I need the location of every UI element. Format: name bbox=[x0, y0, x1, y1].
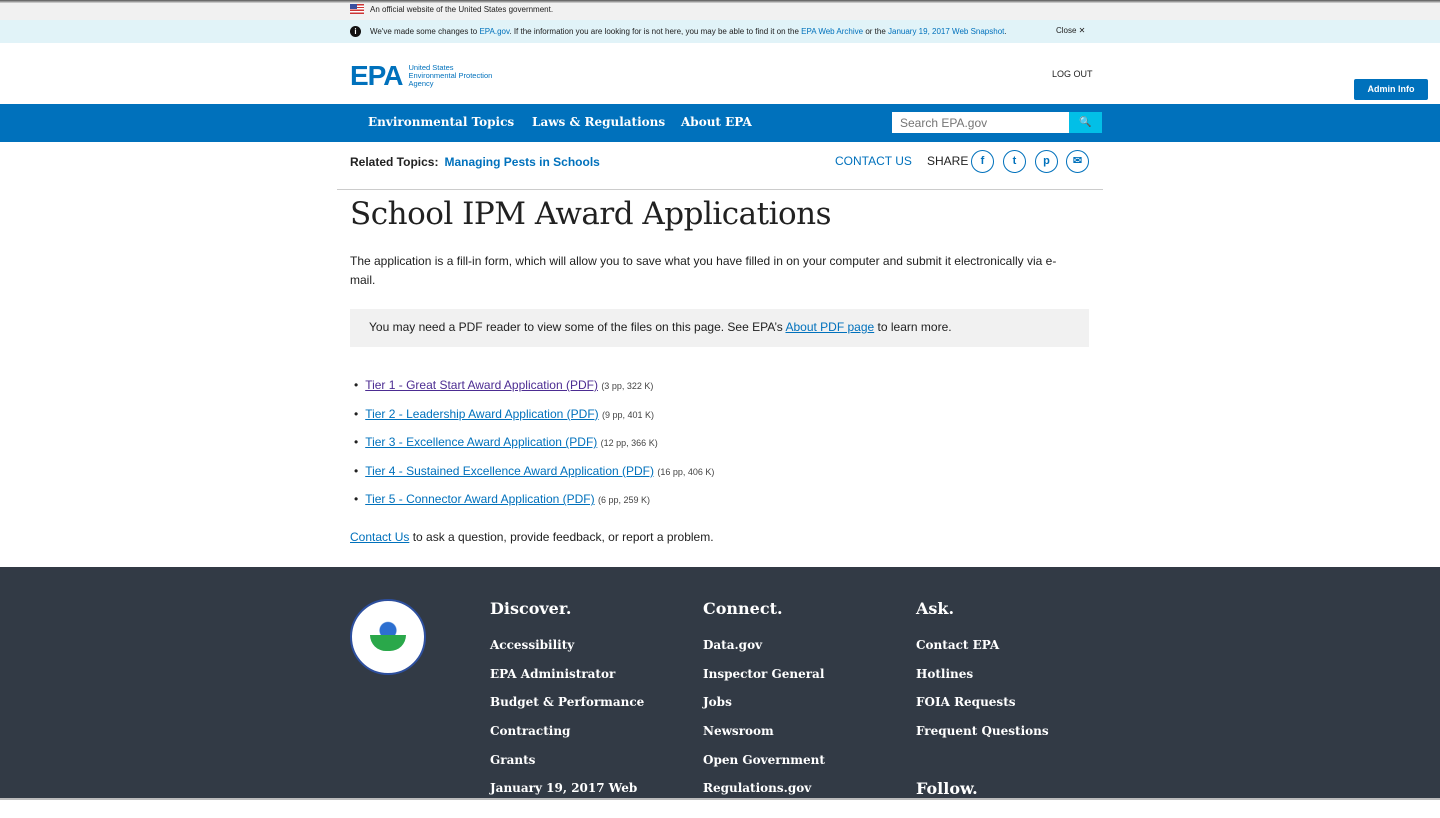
epa-logo-mark: EPA bbox=[350, 60, 403, 91]
admin-info-button[interactable]: Admin Info bbox=[1354, 79, 1428, 100]
footer-heading: Follow. bbox=[916, 778, 978, 798]
list-item: • Tier 5 - Connector Award Application (PDF) (6 pp, 259 K) bbox=[354, 492, 714, 521]
email-icon[interactable]: ✉ bbox=[1066, 150, 1089, 173]
footer-link[interactable]: Regulations.gov bbox=[703, 781, 812, 796]
web-snapshot-link[interactable]: January 19, 2017 Web Snapshot bbox=[888, 27, 1005, 36]
us-flag-icon bbox=[350, 4, 364, 14]
search-button[interactable] bbox=[1069, 112, 1102, 133]
footer-ask bbox=[916, 599, 1049, 818]
intro-text: The application is a fill-in form, which will allow you to save what you have filled in on your computer and submit it electronically via e-mail. bbox=[350, 254, 1057, 287]
footer-link[interactable]: Contracting bbox=[490, 724, 571, 739]
pdf-note: You may need a PDF reader to view some of the files on this page. See EPA’s About PDF page to learn more. bbox=[350, 309, 1089, 347]
close-notice-button[interactable]: Close ✕ bbox=[1056, 26, 1086, 35]
contact-us-link[interactable]: CONTACT US bbox=[835, 154, 912, 168]
footer-link[interactable]: Data.gov bbox=[703, 638, 763, 652]
share-label: SHARE bbox=[927, 154, 969, 168]
file-link[interactable]: Tier 2 - Leadership Award Application (PDF) bbox=[365, 406, 599, 421]
web-archive-link[interactable]: EPA Web Archive bbox=[801, 27, 864, 36]
file-link[interactable]: Tier 4 - Sustained Excellence Award Application (PDF) bbox=[365, 463, 655, 478]
file-link[interactable]: Tier 1 - Great Start Award Application (PDF) bbox=[365, 378, 598, 392]
list-item: • Tier 4 - Sustained Excellence Award Application (PDF) (16 pp, 406 K) bbox=[354, 464, 714, 493]
notice-banner bbox=[0, 20, 1440, 43]
footer-link[interactable]: Frequent Questions bbox=[916, 724, 1049, 739]
site-footer bbox=[0, 567, 1440, 798]
file-link[interactable]: Tier 5 - Connector Award Application (PDF) bbox=[365, 492, 595, 507]
footer-link[interactable]: Jobs bbox=[703, 695, 732, 710]
nav-about-epa[interactable]: About EPA bbox=[681, 115, 752, 129]
list-item: • Tier 2 - Leadership Award Application (PDF) (9 pp, 401 K) bbox=[354, 407, 714, 436]
footer-discover bbox=[490, 599, 644, 810]
logout-link[interactable]: LOG OUT bbox=[1052, 69, 1093, 79]
site-header bbox=[0, 43, 1440, 104]
footer-link[interactable]: Hotlines bbox=[916, 666, 974, 681]
footer-link[interactable]: EPA Administrator bbox=[490, 666, 616, 681]
related-topic-link[interactable]: Managing Pests in Schools bbox=[444, 155, 600, 169]
page-title: School IPM Award Applications bbox=[350, 196, 832, 232]
twitter-icon[interactable]: t bbox=[1003, 150, 1026, 173]
footer-link[interactable]: Grants bbox=[490, 752, 536, 767]
nav-laws-regulations[interactable]: Laws & Regulations bbox=[532, 115, 666, 129]
list-item: • Tier 3 - Excellence Award Application (PDF) (12 pp, 366 K) bbox=[354, 435, 714, 464]
footer-link[interactable]: Inspector General bbox=[703, 666, 825, 681]
contact-text: Contact Us to ask a question, provide feedback, or report a problem. bbox=[350, 530, 714, 544]
about-pdf-link[interactable]: About PDF page bbox=[785, 320, 875, 334]
related-topics: Related Topics: Managing Pests in Schools bbox=[350, 155, 600, 169]
gov-banner-text: An official website of the United States government. bbox=[370, 5, 554, 14]
footer-link[interactable]: Open Government bbox=[703, 752, 825, 767]
facebook-icon[interactable]: f bbox=[971, 150, 994, 173]
footer-heading: Ask. bbox=[916, 599, 955, 618]
footer-heading: Discover. bbox=[490, 599, 572, 618]
footer-link[interactable]: Newsroom bbox=[703, 724, 774, 739]
footer-link[interactable]: Accessibility bbox=[490, 638, 575, 652]
search-input[interactable] bbox=[892, 112, 1069, 133]
epa-seal-logo bbox=[350, 599, 426, 675]
gov-banner bbox=[0, 3, 1440, 20]
main-nav bbox=[0, 104, 1440, 142]
footer-link[interactable]: January 19, 2017 Web bbox=[490, 781, 638, 796]
notice-text: We've made some changes to EPA.gov. If the information you are looking for is not here, you may be able to find it on the EPA Web Archive or the January 19, 2017 Web Snapshot. bbox=[370, 27, 1007, 36]
pinterest-icon[interactable]: p bbox=[1035, 150, 1058, 173]
contact-us-inline-link[interactable]: Contact Us bbox=[350, 530, 410, 544]
footer-link[interactable]: Contact EPA bbox=[916, 638, 1000, 652]
epa-logo-subtitle: United States Environmental Protection Agency bbox=[408, 63, 493, 88]
footer-link[interactable]: FOIA Requests bbox=[916, 695, 1016, 710]
nav-environmental-topics[interactable]: Environmental Topics bbox=[368, 115, 515, 129]
epa-gov-link[interactable]: EPA.gov bbox=[479, 27, 510, 36]
footer-connect bbox=[703, 599, 825, 810]
list-item: • Tier 1 - Great Start Award Application (PDF) (3 pp, 322 K) bbox=[354, 378, 714, 407]
file-link[interactable]: Tier 3 - Excellence Award Application (PDF) bbox=[365, 435, 598, 450]
info-icon: i bbox=[350, 26, 361, 37]
search-icon: 🔍 bbox=[1079, 117, 1092, 128]
footer-link[interactable]: Budget & Performance bbox=[490, 695, 645, 710]
divider bbox=[337, 189, 1103, 190]
footer-heading: Connect. bbox=[703, 599, 783, 618]
epa-logo[interactable] bbox=[350, 60, 492, 92]
file-list bbox=[354, 378, 714, 521]
